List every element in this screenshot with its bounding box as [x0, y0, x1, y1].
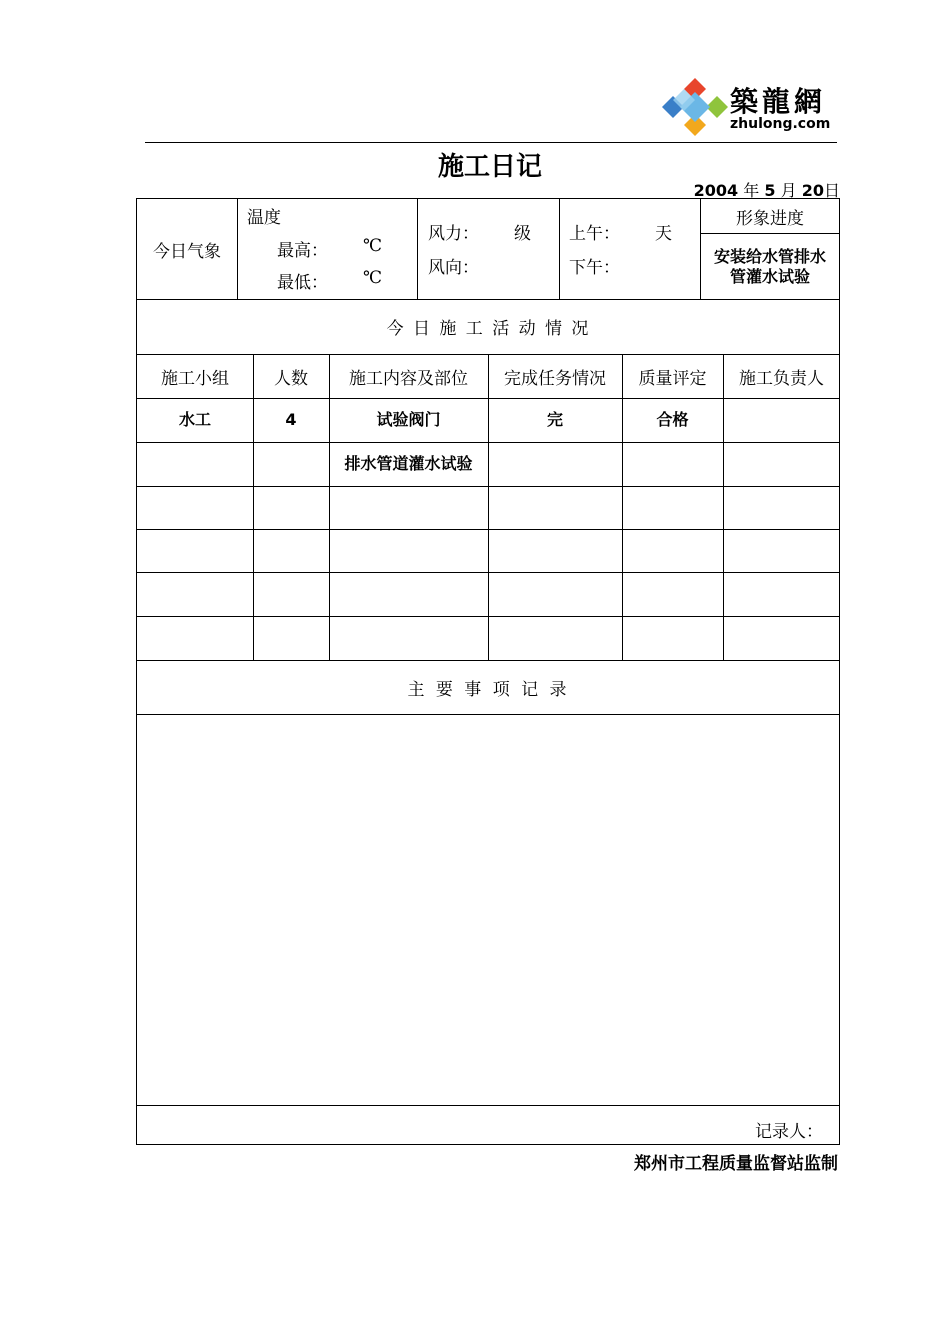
date-day: 20 [801, 181, 824, 200]
header-divider [145, 142, 837, 143]
low-temp-unit: ℃ [363, 268, 383, 288]
table-cell: 合格 [656, 410, 689, 429]
records-body [137, 715, 840, 1105]
footer-issuer: 郑州市工程质量监督站监制 [634, 1154, 838, 1174]
date-day-unit: 日 [823, 181, 840, 200]
afternoon-label: 下午： [569, 258, 620, 278]
table-cell [723, 398, 840, 442]
wind-direction-label: 风向： [428, 258, 479, 278]
column-header-supervisor: 施工负责人 [739, 368, 824, 389]
date-year: 2004 [693, 181, 739, 200]
progress-value: 安装给水管排水管灌水试验 [713, 246, 826, 286]
activity-heading: 今 日 施 工 活 动 情 况 [386, 319, 591, 339]
date-month-unit: 月 [780, 181, 797, 200]
table-cell: 排水管道灌水试验 [344, 454, 473, 473]
column-header-quality: 质量评定 [638, 368, 707, 389]
high-temp-unit: ℃ [363, 236, 383, 256]
column-header-content: 施工内容及部位 [349, 368, 468, 389]
table-cell: 试验阀门 [376, 410, 441, 429]
records-heading: 主 要 事 项 记 录 [407, 679, 570, 700]
low-temp-label: 最低： [277, 273, 328, 293]
high-temp-label: 最高： [277, 241, 328, 261]
table-cell: 4 [285, 410, 297, 429]
column-header-team: 施工小组 [161, 368, 229, 389]
temperature-label: 温度 [247, 208, 281, 228]
logo-mark-icon [660, 74, 730, 140]
logo-url: zhulong.com [730, 116, 831, 132]
date-month: 5 [764, 181, 776, 200]
page-title: 施工日记 [437, 152, 542, 182]
wind-force-unit: 级 [514, 224, 531, 244]
progress-label: 形象进度 [736, 208, 804, 229]
weather-label: 今日气象 [153, 241, 221, 262]
column-header-headcount: 人数 [274, 368, 308, 389]
morning-label: 上午： [569, 224, 620, 244]
table-cell: 水工 [178, 410, 211, 429]
wind-force-label: 风力： [428, 224, 479, 244]
diary-form [136, 198, 840, 1145]
logo-name: 築龍網 [730, 85, 827, 118]
date-year-unit: 年 [743, 181, 760, 200]
morning-value: 天 [655, 224, 672, 244]
column-header-completion: 完成任务情况 [504, 368, 606, 389]
table-cell: 完 [546, 410, 563, 429]
recorder-label: 记录人： [755, 1122, 823, 1142]
